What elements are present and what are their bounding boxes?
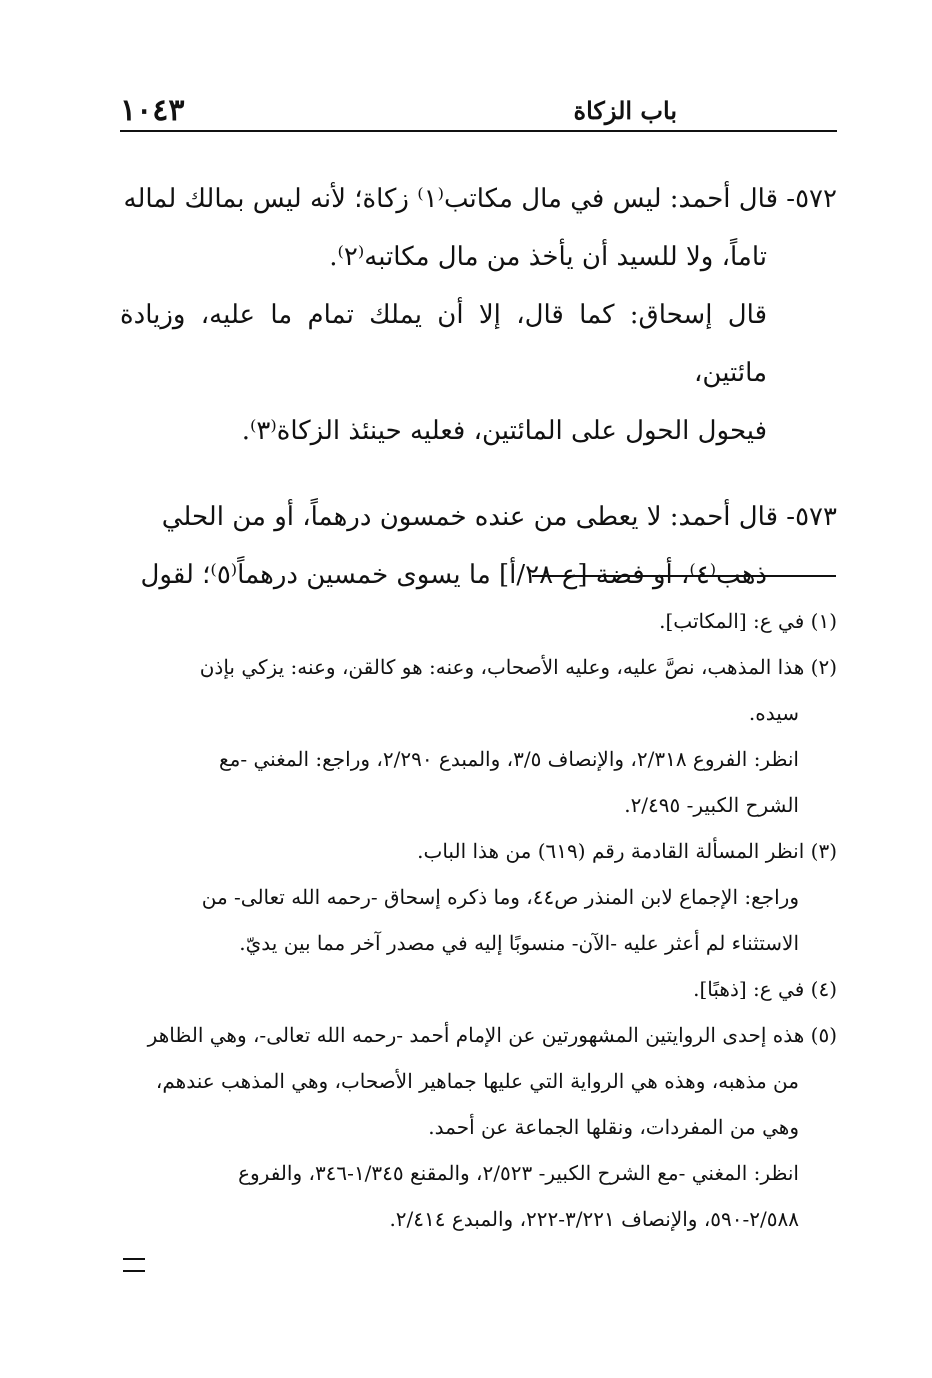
entry-text: قال أحمد: لا يعطى من عنده خمسون درهماً، أو من الحلي	[161, 502, 779, 532]
header-rule	[120, 130, 837, 132]
footnote-5-refs-cont: ٢/٥٨٨-٥٩٠، والإنصاف ٣/٢٢١-٢٢٢، والمبدع ٢/٤١٤.	[389, 1207, 799, 1231]
entry-text: قال أحمد: ليس في مال مكاتب⁽١⁾ زكاة؛ لأنه ليس بمالك لماله	[123, 184, 779, 214]
footnote-2: (٢) هذا المذهب، نصَّ عليه، وعليه الأصحاب، وعنه: هو كالقن، وعنه: يزكي بإذن	[199, 655, 837, 679]
footnote-5: (٥) هذه إحدى الروايتين المشهورتين عن الإمام أحمد -رحمه الله تعالى-، وهي الظاهر	[147, 1023, 837, 1047]
footnote-2-refs: انظر: الفروع ٢/٣١٨، والإنصاف ٣/٥، والمبدع ٢/٢٩٠، وراجع: المغني -مع	[219, 747, 799, 771]
entry-573-line-1	[120, 488, 837, 546]
footnote-5-cont: من مذهبه، وهذه هي الرواية التي عليها جماهير الأصحاب، وهي المذهب عندهم،	[155, 1069, 799, 1093]
continuation-mark	[123, 1258, 145, 1272]
entry-number: ٥٧٢-	[786, 184, 837, 214]
footnote-5-refs: انظر: المغني -مع الشرح الكبير- ٢/٥٢٣، والمقنع ١/٣٤٥-٣٤٦، والفروع	[238, 1161, 799, 1185]
main-text	[120, 170, 837, 604]
footnote-4: (٤) في ع: [ذهبًا].	[693, 977, 837, 1001]
footnote-3-cont-2: الاستثناء لم أعثر عليه -الآن- منسوبًا إليه في مصدر آخر مما بين يديّ.	[239, 931, 799, 955]
entry-number: ٥٧٣-	[786, 502, 837, 532]
entry-573-line-2: ذهب⁽٤⁾، أو فضة [ع-٢٨/أ] ما يسوى خمسين درهماً⁽٥⁾؛ لقول	[140, 560, 767, 590]
footnote-2-refs-cont: الشرح الكبير- ٢/٤٩٥.	[624, 793, 799, 817]
entry-572-line-2: تاماً، ولا للسيد أن يأخذ من مال مكاتبه⁽٢⁾.	[329, 242, 767, 272]
entry-572	[120, 170, 837, 460]
page-number: ١٠٤٣	[120, 92, 185, 128]
footnotes	[120, 598, 837, 1242]
footnote-1: (١) في ع: [المكاتب].	[659, 609, 837, 633]
entry-gap	[120, 460, 837, 488]
entry-572-line-1	[120, 170, 837, 228]
chapter-title: باب الزكاة	[573, 95, 677, 125]
footnote-3: (٣) انظر المسألة القادمة رقم (٦١٩) من هذا الباب.	[417, 839, 837, 863]
footnote-2-cont: سيده.	[748, 701, 799, 725]
entry-572-para2-line-2: فيحول الحول على المائتين، فعليه حينئذ الزكاة⁽٣⁾.	[241, 416, 767, 446]
footnote-3-cont: وراجع: الإجماع لابن المنذر ص٤٤، وما ذكره إسحاق -رحمه الله تعالى- من	[201, 885, 799, 909]
entry-573	[120, 488, 837, 604]
entry-572-para2-line-1: قال إسحاق: كما قال، إلا أن يملك تمام ما عليه، وزيادة مائتين،	[120, 300, 767, 388]
footnote-separator	[532, 575, 836, 577]
running-header	[120, 92, 837, 128]
footnote-5-cont-2: وهي من المفردات، ونقلها الجماعة عن أحمد.	[428, 1115, 799, 1139]
